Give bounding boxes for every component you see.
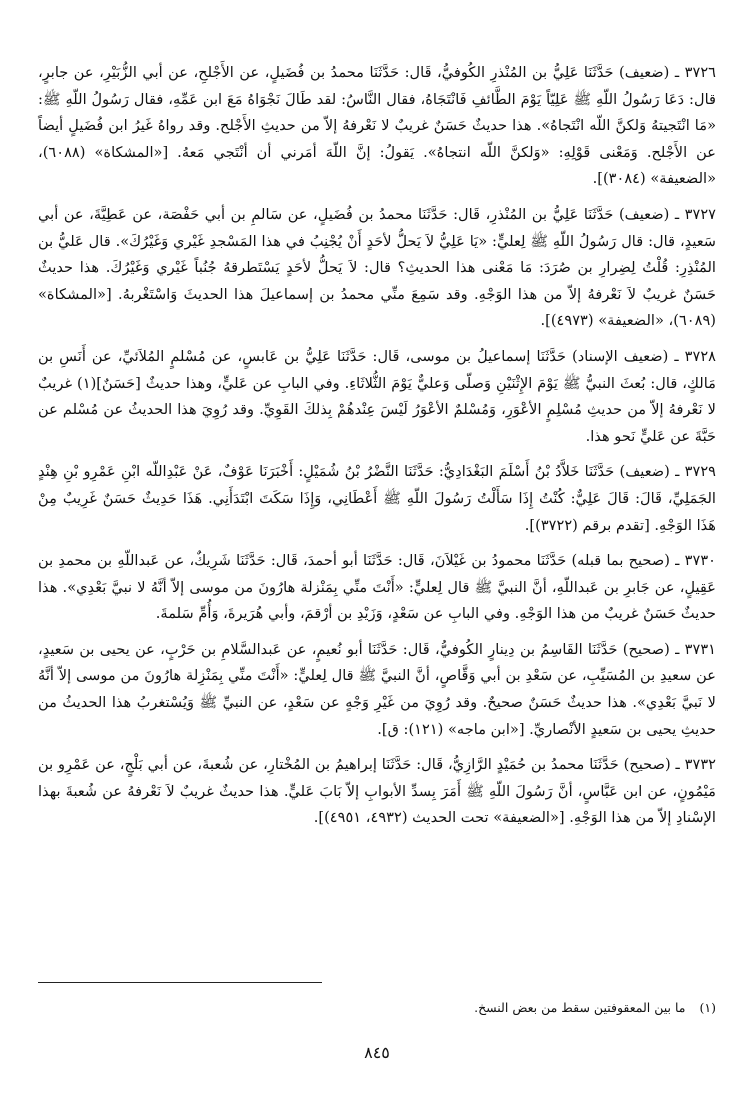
page-number: ٨٤٥ bbox=[364, 1043, 390, 1062]
hadith-3728: ٣٧٢٨ ـ (ضعيف الإسناد) حَدَّثَنَا إسماعيلُ بن موسى، قَال: حَدَّثَنَا عَلِيُّ بن عَابسٍ، عن مُسْلمٍ المُلاَئيِّ، عن أَنَسِ بن مَالكٍ، قال: بُعثَ النبيُّ ﷺ يَوْمَ الإِثْنَيْنِ وَصلّى وَعليٌّ يَوْمَ الثُّلاثَاءِ. وفي البابِ عن عَليٍّ، وهذا حديثٌ [حَسَنٌ](١) غريبٌ لا نَعْرفهُ إلاّ من حديثِ مُسْلِمٍ الأعْوَرِ، وَمُسْلمٌ الأعْوَرُ لَيْسَ عِنْدهُمْ بِذلكَ القَوِيِّ. وقد رُوِيَ هذا الحديثُ عن مُسْلم عن حَبَّةَ عن عَليٍّ نَحو هذا. bbox=[38, 347, 716, 445]
hadith-3731: ٣٧٣١ ـ (صحيح) حَدَّثَنَا القَاسِمُ بن دِينارٍ الكُوفيُّ، قَال: حَدَّثَنَا أبو نُعيمٍ، عن عَبدالسَّلامِ بن حَرْبٍ، عن يحيى بن سَعيدٍ، عن سعيدِ بن المُسَيِّبِ، عن سَعْدِ بن أبي وَقَّاصٍ، أنَّ النبيَّ ﷺ قال لِعليٍّ: «أَنْتَ منِّي بِمَنْزِلة هارُونَ من موسى إلاّ أنَّهُ لا نَبيَّ بَعْدِي». هذا حديثٌ حَسَنٌ صحيحٌ. وقد رُوِيَ من غَيْرِ وَجْهٍ عن سَعْدٍ، عن النبيِّ ﷺ وَيُسْتغربُ هذا الحديثُ من حديثِ يحيى بن سَعيدٍ الأنْصاريِّ. [«ابن ماجه» (١٢١): ق]. bbox=[38, 640, 716, 738]
footnote bbox=[38, 1000, 716, 1015]
page-body bbox=[38, 60, 716, 841]
footnote-marker: (١) bbox=[699, 1000, 716, 1015]
footnote-text: ما بين المعقوفتين سقط من بعض النسخ. bbox=[474, 1000, 686, 1015]
hadith-3730: ٣٧٣٠ ـ (صحيح بما قبله) حَدَّثَنَا محمودُ بن غَيْلاَنَ، قَال: حَدَّثَنَا أبو أحمدَ، قَال: حَدَّثَنَا شَرِيكٌ، عن عَبداللّهِ بن محمدِ بن عَقِيلٍ، عن جَابرِ بن عَبداللّهِ، أنَّ النبيَّ ﷺ قال لِعليٍّ: «أَنْتَ منِّي بِمَنْزلة هارُونَ من موسى إلاّ أنَّهُ لا نبيَّ بَعْدِي». هذا حديثٌ حَسَنٌ غريبٌ من هذا الوَجْهِ. وفي البابِ عن سَعْدٍ، وَزَيْدِ بن أرْقمَ، وأبي هُرَيرةَ، وَأُمِّ سَلمةَ. bbox=[38, 552, 716, 623]
hadith-3726: ٣٧٢٦ ـ (ضعيف) حَدَّثَنَا عَلِيُّ بن المُنْذرِ الكُوفيُّ، قَال: حَدَّثَنَا محمدُ بن فُضَيلٍ، عن الأَجْلحِ، عن أبي الزُّبَيْرِ، عن جابرٍ، قال: دَعَا رَسُولُ اللّهِ ﷺ عَلِيّاً يَوْمَ الطَّائفِ فَانْتَجَاهُ، فقال النَّاسُ: لقد طَالَ نَجْوَاهُ مَعَ ابن عَمِّهِ، فقال رَسُولُ اللّهِ ﷺ: «مَا انْتَجيتهُ وَلكنَّ اللّه انْتَجاهُ». هذا حديثٌ حَسَنٌ غريبٌ لا نَعْرفهُ إلاّ من حديثِ الأَجْلح. وقد رواهُ غَيرُ ابن فُضَيلٍ أيضاً عن الأَجْلح. وَمَعْنى قَوْلِهِ: «وَلكنَّ اللّه انتجاهُ». يَقولُ: إنَّ اللّهَ أمَرني أن أنْتَجي مَعهُ. [«المشكاة» (٦٠٨٨)، «الضعيفة» (٣٠٨٤)]. bbox=[38, 64, 716, 188]
hadith-3727: ٣٧٢٧ ـ (ضعيف) حَدَّثَنَا عَلِيُّ بن المُنْذرِ، قَال: حَدَّثَنَا محمدُ بن فُضَيلٍ، عن سَالمِ بن أبي حَفْصَة، عن عَطِيَّةَ، عن أبي سَعيدٍ، قال: قال رَسُولُ اللّهِ ﷺ لِعليٍّ: «يَا عَلِيُّ لاَ يَحلُّ لأحَدٍ أَنْ يُجْنِبُ في هذا المَسْجدِ غَيْري وَغَيْرُكَ». قال عَليُّ بن المُنْذِرِ: قُلْتُ لِضِرارِ بن صُرَدَ: مَا مَعْنى هذا الحديثِ؟ قال: لاَ يَحلُّ لأحَدٍ يَسْتَطرقهُ جُنُباً غَيْري وَغَيْرُكَ. هذا حديثٌ حَسَنٌ غريبٌ لاَ نَعْرفهُ إلاّ من هذا الوَجْهِ. وقد سَمِعَ منِّي محمدُ بن إسماعيلَ هذا الحديثَ وَاسْتَغْربهُ. [«المشكاة» (٦٠٨٩)، «الضعيفة» (٤٩٧٣)]. bbox=[38, 205, 716, 330]
hadith-3729: ٣٧٢٩ ـ (ضعيف) حَدَّثَنَا خَلاَّدُ بْنُ أَسْلَمَ البَغْدَادِيُّ: حَدَّثَنَا النَّضْرُ بْنُ شُمَيْلٍ: أَخْبَرَنَا عَوْفٌ، عَنْ عَبْدِاللّه ابْنِ عَمْرِو بْنِ هِنْدٍ الجَمَلِيِّ، قَالَ: قَالَ عَلِيٌّ: كُنْتُ إِذَا سَأَلْتُ رَسُولَ اللّهِ ﷺ أَعْطَانِي، وَإِذَا سَكَتَ ابْتَدَأَنِي. هَذَا حَدِيثٌ حَسَنٌ غَرِيبٌ مِنْ هَذَا الوَجْهِ. [تقدم برقم (٣٧٢٢)]. bbox=[38, 463, 716, 534]
hadith-3732: ٣٧٣٢ ـ (صحيح) حَدَّثَنَا محمدُ بن حُمَيْدٍ الرَّازِيُّ، قَال: حَدَّثَنَا إبراهيمُ بن المُخْتارِ، عن شُعبةَ، عن أبي بَلْجٍ، عن عَمْرِو بن مَيْمُونٍ، عن ابن عَبَّاسٍ، أنَّ رَسُولَ اللّهِ ﷺ أَمَرَ بِسدِّ الأبوابِ إلاّ بَابَ عَليٍّ. هذا حديثٌ غريبٌ لاَ نَعْرفهُ عن شُعبةَ بهذا الإسْنادِ إلاّ من هذا الوَجْهِ. [«الضعيفة» تحت الحديث (٤٩٣٢، ٤٩٥١)]. bbox=[38, 756, 716, 827]
footnote-divider bbox=[38, 982, 322, 983]
